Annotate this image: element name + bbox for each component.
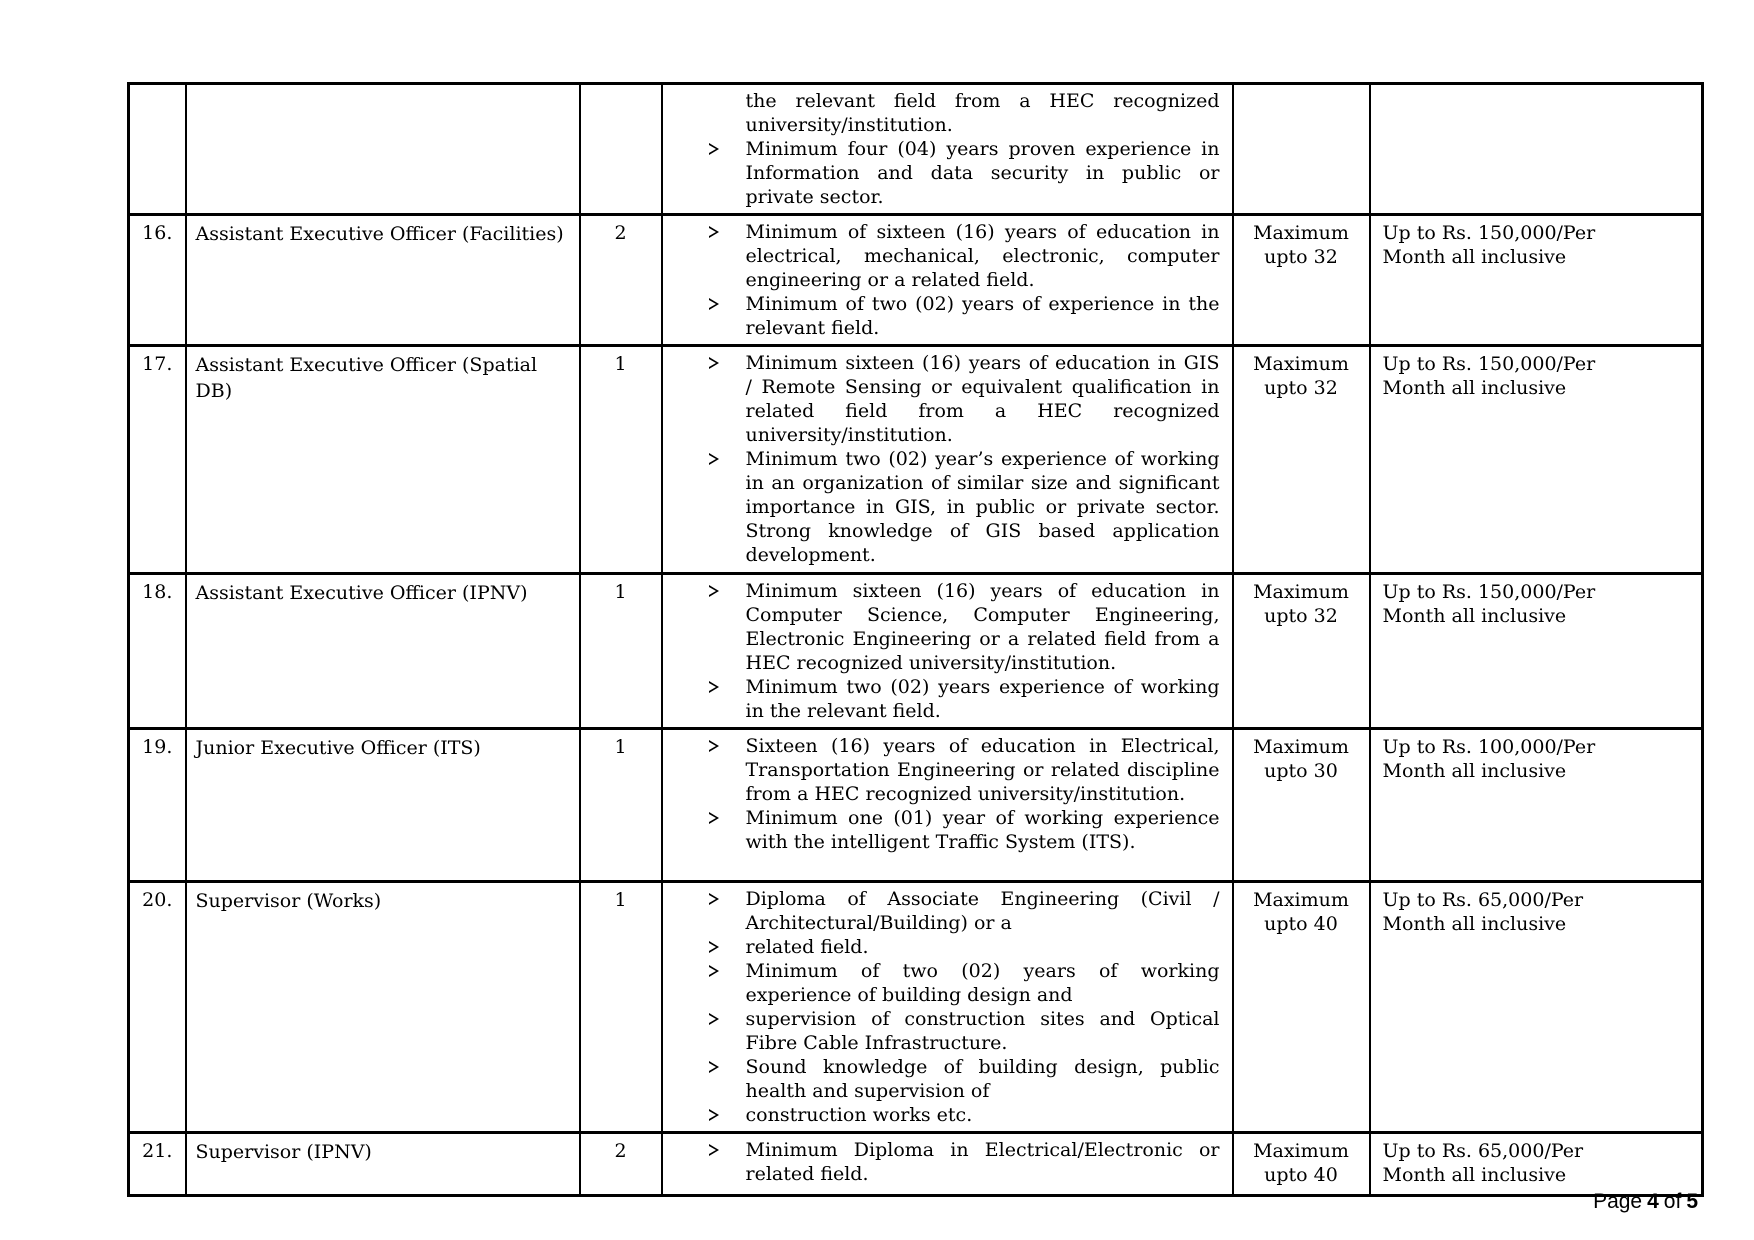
bullet-arrow-icon [709, 1061, 719, 1073]
bullet-arrow-icon [709, 298, 719, 310]
sr-no-cell: 18. [129, 574, 186, 729]
sr-no-cell: 19. [129, 729, 186, 882]
qty-cell: 2 [580, 1133, 662, 1196]
bullet-arrow-icon [709, 357, 719, 369]
footer-page-number: 4 [1647, 1190, 1659, 1213]
salary-cell [1370, 215, 1703, 346]
age-limit-cell [1233, 84, 1370, 215]
qualification-cell [662, 346, 1233, 574]
sr-no-cell: 16. [129, 215, 186, 346]
qualification-item [663, 1103, 1220, 1127]
footer-page-label: Page [1593, 1190, 1643, 1213]
bullet-arrow-icon [709, 1144, 719, 1156]
qualification-item [663, 806, 1220, 854]
qualification-item [663, 89, 1220, 137]
qualification-text: Minimum two (02) years experience of working in the relevant field. [745, 676, 1220, 722]
salary-cell [1370, 84, 1703, 215]
salary: Up to Rs. 65,000/Per Month all inclusive [1382, 889, 1584, 935]
qualification-text: Minimum Diploma in Electrical/Electronic or related field. [745, 1139, 1220, 1185]
qualification-item [663, 292, 1220, 340]
age-limit-cell [1233, 574, 1370, 729]
bullet-arrow-icon [709, 681, 719, 693]
position-cell: Supervisor (IPNV) [186, 1133, 580, 1196]
sr-no-cell: 21. [129, 1133, 186, 1196]
qualification-item [663, 1055, 1220, 1103]
table-row [129, 215, 1703, 346]
qualification-text: Minimum four (04) years proven experience in Information and data security in public or private sector. [745, 138, 1220, 208]
bullet-arrow-icon [709, 453, 719, 465]
age-limit: Maximum upto 32 [1253, 222, 1349, 268]
footer-of-label: of [1663, 1190, 1682, 1213]
age-limit: Maximum upto 40 [1253, 1140, 1349, 1186]
position-cell: Assistant Executive Officer (IPNV) [186, 574, 580, 729]
qty-cell: 1 [580, 574, 662, 729]
qty-cell: 2 [580, 215, 662, 346]
table-row [129, 346, 1703, 574]
qualification-item [663, 351, 1220, 447]
qty-cell: 1 [580, 882, 662, 1133]
age-limit-cell [1233, 346, 1370, 574]
position-cell: Supervisor (Works) [186, 882, 580, 1133]
qualification-text: Sound knowledge of building design, public health and supervision of [745, 1056, 1220, 1102]
age-limit-cell [1233, 1133, 1370, 1196]
salary-cell [1370, 1133, 1703, 1196]
qualification-cell [662, 882, 1233, 1133]
sr-no-cell [129, 84, 186, 215]
qualification-item [663, 579, 1220, 675]
bullet-arrow-icon [709, 226, 719, 238]
qualification-item [663, 1138, 1220, 1186]
position-cell: Junior Executive Officer (ITS) [186, 729, 580, 882]
qualification-text: related field. [745, 936, 869, 958]
bullet-arrow-icon [709, 1109, 719, 1121]
qualification-text: Minimum sixteen (16) years of education in Computer Science, Computer Engineering, Electronic Engineering or a related field from a HEC recognized university/institution. [745, 580, 1220, 674]
page-footer [1593, 1190, 1698, 1214]
salary-cell [1370, 882, 1703, 1133]
positions-table-body [129, 84, 1703, 1196]
table-row [129, 882, 1703, 1133]
qualification-item [663, 447, 1220, 567]
qualification-text: Minimum of two (02) years of experience in the relevant field. [745, 293, 1220, 339]
salary-cell [1370, 729, 1703, 882]
qty-cell: 1 [580, 346, 662, 574]
sr-no-cell: 20. [129, 882, 186, 1133]
qty-cell: 1 [580, 729, 662, 882]
qualification-text: the relevant field from a HEC recognized university/institution. [745, 90, 1220, 136]
bullet-arrow-icon [709, 941, 719, 953]
qualification-item [663, 935, 1220, 959]
qualification-cell [662, 1133, 1233, 1196]
age-limit: Maximum upto 30 [1253, 736, 1349, 782]
salary: Up to Rs. 150,000/Per Month all inclusive [1382, 581, 1596, 627]
salary-cell [1370, 346, 1703, 574]
qualification-cell [662, 729, 1233, 882]
qualification-cell [662, 215, 1233, 346]
qualification-text: Diploma of Associate Engineering (Civil / Architectural/Building) or a [745, 888, 1220, 934]
footer-total-pages: 5 [1686, 1190, 1698, 1213]
qualification-text: Minimum two (02) year’s experience of working in an organization of similar size and significant importance in GIS, in public or private sector. Strong knowledge of GIS based application development. [745, 448, 1220, 566]
bullet-arrow-icon [709, 1013, 719, 1025]
qualification-text: Sixteen (16) years of education in Electrical, Transportation Engineering or related discipline from a HEC recognized university/institution. [745, 735, 1220, 805]
table-row [129, 729, 1703, 882]
qualification-text: Minimum sixteen (16) years of education in GIS / Remote Sensing or equivalent qualification in related field from a HEC recognized university/institution. [745, 352, 1220, 446]
age-limit: Maximum upto 32 [1253, 581, 1349, 627]
position-cell [186, 84, 580, 215]
salary: Up to Rs. 150,000/Per Month all inclusive [1382, 353, 1596, 399]
qualification-text: construction works etc. [745, 1104, 973, 1126]
table-row [129, 574, 1703, 729]
bullet-arrow-icon [709, 812, 719, 824]
age-limit: Maximum upto 32 [1253, 353, 1349, 399]
position-cell: Assistant Executive Officer (Spatial DB) [186, 346, 580, 574]
salary: Up to Rs. 100,000/Per Month all inclusive [1382, 736, 1596, 782]
bullet-arrow-icon [709, 893, 719, 905]
qualification-text: Minimum one (01) year of working experience with the intelligent Traffic System (ITS). [745, 807, 1220, 853]
qty-cell [580, 84, 662, 215]
salary-cell [1370, 574, 1703, 729]
qualification-text: Minimum of sixteen (16) years of education in electrical, mechanical, electronic, computer engineering or a related field. [745, 221, 1220, 291]
salary: Up to Rs. 150,000/Per Month all inclusive [1382, 222, 1596, 268]
bullet-arrow-icon [709, 143, 719, 155]
qualification-item [663, 220, 1220, 292]
qualification-item [663, 887, 1220, 935]
position-cell: Assistant Executive Officer (Facilities) [186, 215, 580, 346]
positions-table [127, 82, 1704, 1197]
qualification-item [663, 137, 1220, 209]
age-limit-cell [1233, 882, 1370, 1133]
qualification-item [663, 675, 1220, 723]
qualification-cell [662, 574, 1233, 729]
table-row [129, 1133, 1703, 1196]
age-limit-cell [1233, 215, 1370, 346]
qualification-text: Minimum of two (02) years of working experience of building design and [745, 960, 1220, 1006]
bullet-arrow-icon [709, 740, 719, 752]
bullet-arrow-icon [709, 965, 719, 977]
age-limit-cell [1233, 729, 1370, 882]
qualification-item [663, 1007, 1220, 1055]
table-row [129, 84, 1703, 215]
qualification-text: supervision of construction sites and Optical Fibre Cable Infrastructure. [745, 1008, 1220, 1054]
bullet-arrow-icon [709, 585, 719, 597]
sr-no-cell: 17. [129, 346, 186, 574]
qualification-item [663, 959, 1220, 1007]
qualification-item [663, 734, 1220, 806]
salary: Up to Rs. 65,000/Per Month all inclusive [1382, 1140, 1584, 1186]
age-limit: Maximum upto 40 [1253, 889, 1349, 935]
qualification-cell [662, 84, 1233, 215]
